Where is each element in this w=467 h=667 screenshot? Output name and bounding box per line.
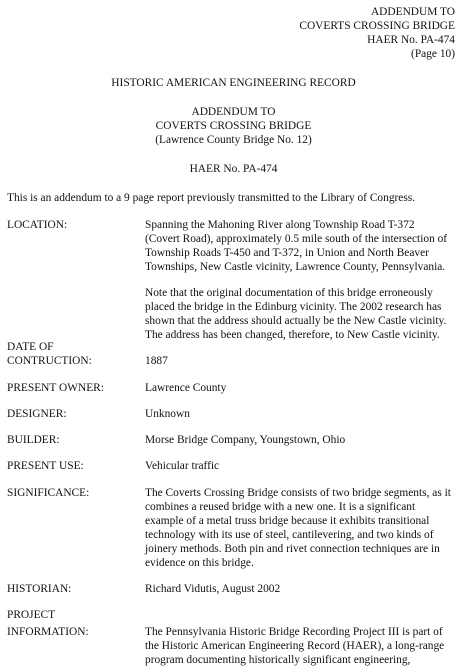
builder-label: BUILDER: [7,434,60,446]
use-label: PRESENT USE: [7,460,84,472]
header-line: (Page 10) [411,48,455,60]
location-note-line: shown that the address should actually be the New Castle vicinity. [145,315,447,327]
use-value: Vehicular traffic [145,460,220,472]
significance-line: combines a reused bridge with a new one. It is a significant [145,501,416,513]
date-label: CONTRUCTION: [7,355,92,367]
significance-line: technology with its use of steel, cantilevering, and two kinds of [145,529,434,541]
significance-line: joinery methods. Both pin and rivet connection techniques are in [145,543,440,555]
location-note-line: The address has been changed, therefore, to New Castle vicinity. [145,329,440,341]
project-label: INFORMATION: [7,626,89,638]
doc-title-subtitle: (Lawrence County Bridge No. 12) [155,134,312,146]
owner-value: Lawrence County [145,382,227,394]
location-line: Township Roads T-450 and T-372, in Union and North Beaver [145,247,429,259]
historian-label: HISTORIAN: [7,583,72,595]
intro-text: This is an addendum to a 9 page report previously transmitted to the Library of Congress. [7,192,416,204]
designer-label: DESIGNER: [7,408,67,420]
owner-label: PRESENT OWNER: [7,382,104,394]
header-line: COVERTS CROSSING BRIDGE [299,20,455,32]
project-line: program documenting historically significant engineering, [145,654,411,666]
location-label: LOCATION: [7,219,68,231]
project-line: The Pennsylvania Historic Bridge Recording Project III is part of [145,626,443,638]
designer-value: Unknown [145,408,190,420]
significance-line: The Coverts Crossing Bridge consists of two bridge segments, as it [145,487,451,499]
location-note-line: placed the bridge in the Edinburg vicinity. The 2002 research has [145,301,442,313]
date-value: 1887 [145,355,168,367]
doc-title-line: ADDENDUM TO [191,106,276,118]
record-title: HISTORIC AMERICAN ENGINEERING RECORD [111,77,356,89]
historian-value: Richard Vidutis, August 2002 [145,583,281,595]
location-note-line: Note that the original documentation of this bridge erroneously [145,287,433,299]
location-line: (Covert Road), approximately 0.5 mile south of the intersection of [145,233,448,245]
location-line: Spanning the Mahoning River along Township Road T-372 [145,219,415,231]
builder-value: Morse Bridge Company, Youngstown, Ohio [145,434,346,446]
significance-label: SIGNIFICANCE: [7,487,90,499]
header-line: HAER No. PA-474 [367,34,455,46]
project-label: PROJECT [7,609,56,621]
location-line: Townships, New Castle vicinity, Lawrence County, Pennsylvania. [145,261,446,273]
date-label: DATE OF [7,341,54,353]
header-line: ADDENDUM TO [370,6,455,18]
haer-number: HAER No. PA-474 [189,163,278,175]
significance-line: example of a metal truss bridge because it exhibits transitional [145,515,430,527]
project-line: the Historic American Engineering Record (HAER), a long-range [145,640,445,652]
significance-line: evidence on this bridge. [145,557,254,569]
doc-title-line: COVERTS CROSSING BRIDGE [155,120,312,132]
